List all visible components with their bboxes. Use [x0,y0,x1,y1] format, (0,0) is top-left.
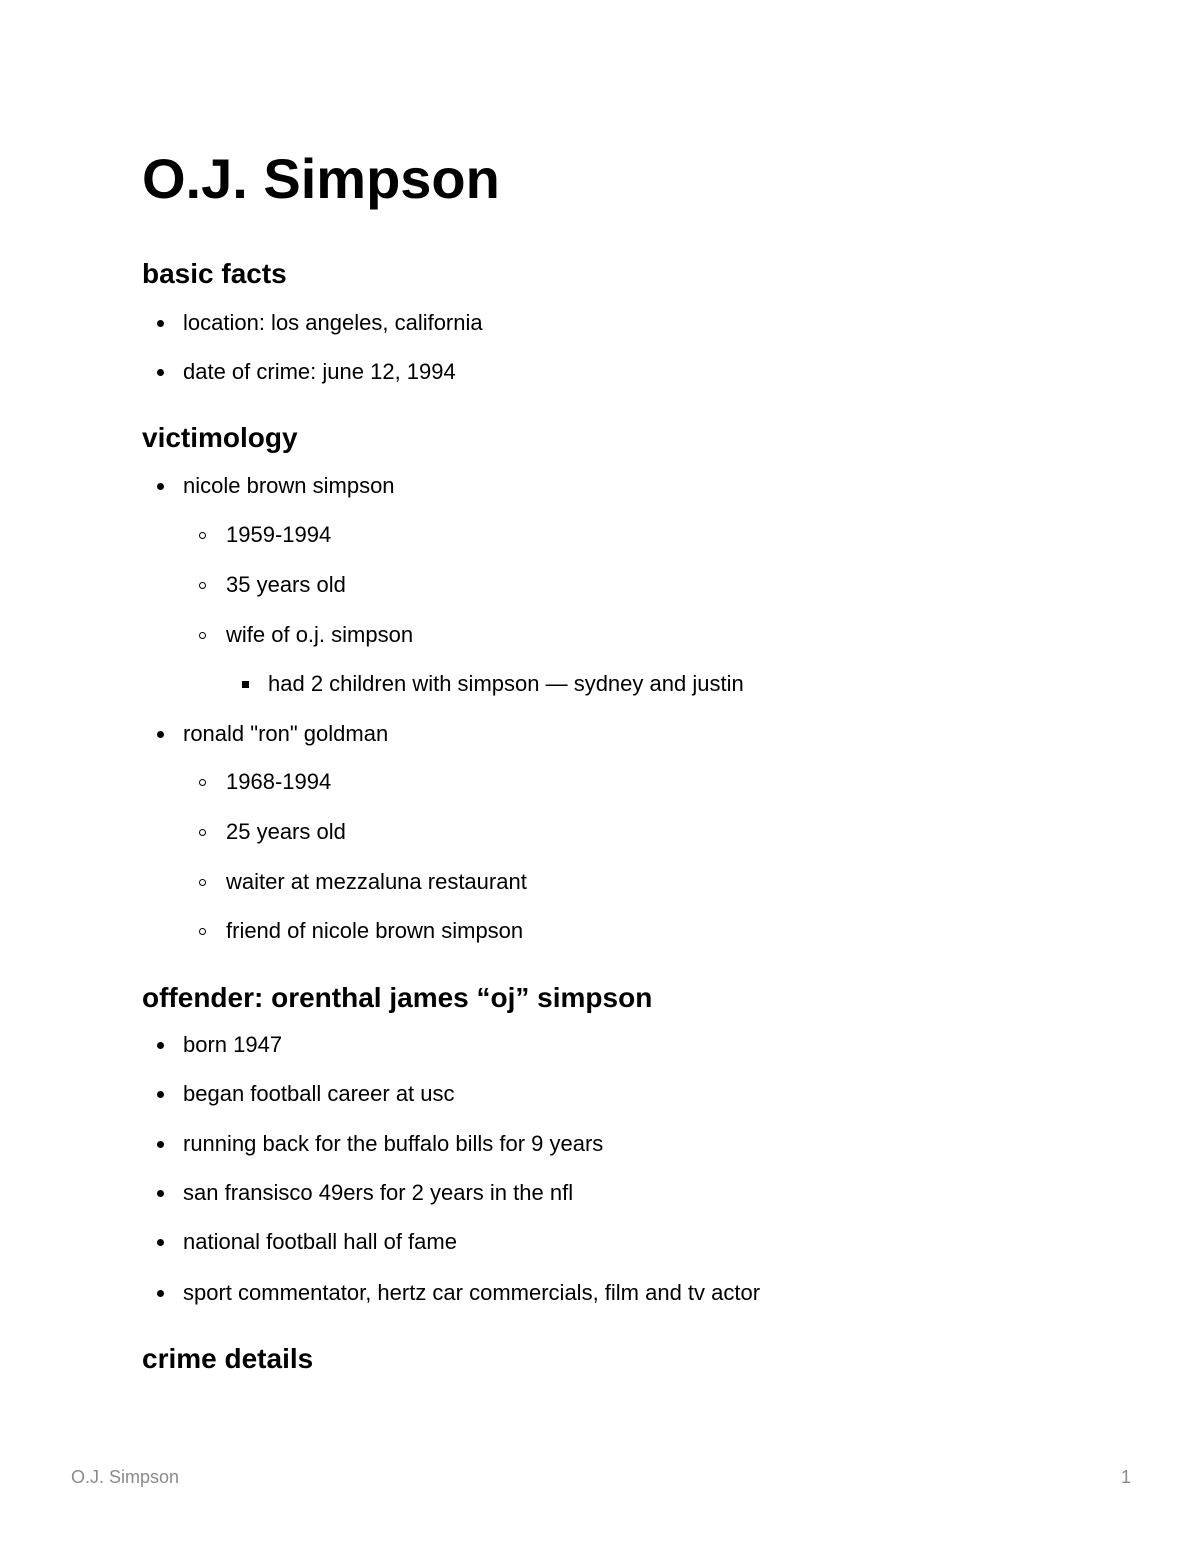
list-item-text: nicole brown simpson [183,473,395,498]
footer-title: O.J. Simpson [71,1467,180,1487]
hollow-bullet-icon [199,582,206,589]
list-item-text: began football career at usc [183,1081,455,1106]
list-item-text: 25 years old [226,819,346,844]
hollow-bullet-icon [199,829,206,836]
bullet-icon [157,1190,164,1197]
bullet-icon [157,1290,164,1297]
list-item-text: wife of o.j. simpson [226,622,414,647]
bullet-icon [157,1141,164,1148]
bullet-icon [157,731,164,738]
list-item-text: national football hall of fame [183,1229,457,1254]
list-item-text: waiter at mezzaluna restaurant [226,869,527,894]
list-item-text: 1968-1994 [226,769,332,794]
section-heading-crime-details: crime details [142,1343,314,1374]
square-bullet-icon [242,681,249,688]
list-item-text: friend of nicole brown simpson [226,918,524,943]
hollow-bullet-icon [199,532,206,539]
section-heading-victimology: victimology [142,422,298,453]
hollow-bullet-icon [199,632,206,639]
bullet-icon [157,1042,164,1049]
bullet-icon [157,1239,164,1246]
list-item-text: location: los angeles, california [183,310,483,335]
list-item-text: 1959-1994 [226,522,332,547]
bullet-icon [157,483,164,490]
section-heading-offender: offender: orenthal james “oj” simpson [142,982,653,1013]
list-item-text: date of crime: june 12, 1994 [183,359,456,384]
bullet-icon [157,1091,164,1098]
hollow-bullet-icon [199,928,206,935]
list-item-text: ronald "ron" goldman [183,721,389,746]
list-item-text: sport commentator, hertz car commercials, film and tv actor [183,1280,761,1305]
list-item-text: 35 years old [226,572,346,597]
list-item-text: had 2 children with simpson — sydney and justin [268,671,744,696]
page-title: O.J. Simpson [142,147,500,210]
bullet-icon [157,369,164,376]
bullet-icon [157,320,164,327]
section-heading-basic-facts: basic facts [142,258,287,289]
footer-page-number: 1 [1120,1467,1131,1487]
list-item-text: born 1947 [183,1032,283,1057]
hollow-bullet-icon [199,779,206,786]
hollow-bullet-icon [199,879,206,886]
list-item-text: san fransisco 49ers for 2 years in the nfl [183,1180,574,1205]
list-item-text: running back for the buffalo bills for 9 years [183,1131,604,1156]
